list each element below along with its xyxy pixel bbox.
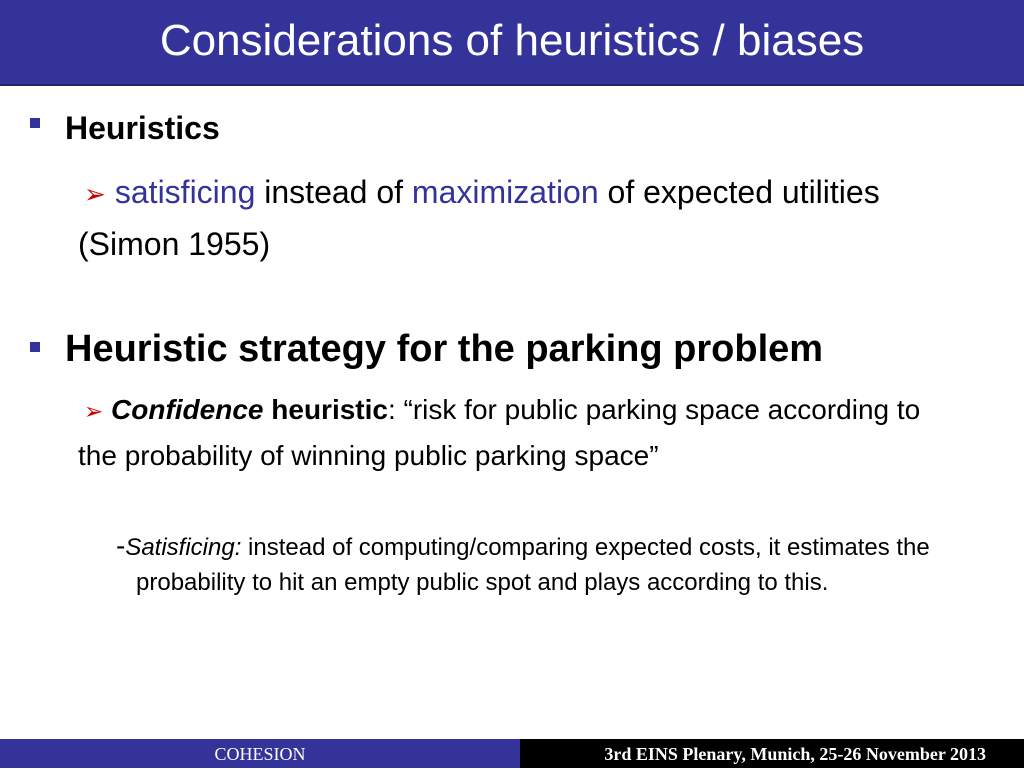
footer-event-info: 3rd EINS Plenary, Munich, 25-26 November 2013 — [520, 739, 1024, 768]
point-text-2: of expected utilities (Simon 1955) — [78, 174, 880, 262]
square-bullet-icon — [30, 118, 40, 128]
arrow-bullet-icon: ➢ — [84, 399, 104, 425]
arrow-bullet-icon: ➢ — [84, 180, 106, 210]
point-text-1: instead of — [255, 174, 412, 210]
dash-bullet: - — [116, 530, 126, 561]
confidence-description: : “risk for public parking space according to the probability of winning public parking space” — [78, 394, 921, 471]
subpoint-text: instead of computing/comparing expected costs, it estimates the probability to hit an empty public spot and plays according to this. — [136, 534, 930, 596]
title-bar — [0, 0, 1024, 86]
confidence-point — [78, 388, 958, 477]
term-confidence: Confidence — [111, 394, 264, 425]
satisficing-subpoint — [116, 528, 956, 600]
heuristics-point — [78, 168, 978, 269]
section-heading-parking: Heuristic strategy for the parking problem — [65, 328, 824, 370]
term-satisficing-label: Satisficing: — [125, 534, 242, 561]
term-heuristic: heuristic — [263, 394, 388, 425]
footer-project-name: COHESION — [0, 739, 520, 768]
footer — [0, 739, 1024, 768]
term-satisficing: satisficing — [114, 174, 256, 210]
section-heading-heuristics: Heuristics — [65, 110, 220, 146]
term-maximization: maximization — [411, 174, 599, 210]
square-bullet-icon — [30, 342, 40, 352]
slide-title: Considerations of heuristics / biases — [159, 16, 865, 65]
